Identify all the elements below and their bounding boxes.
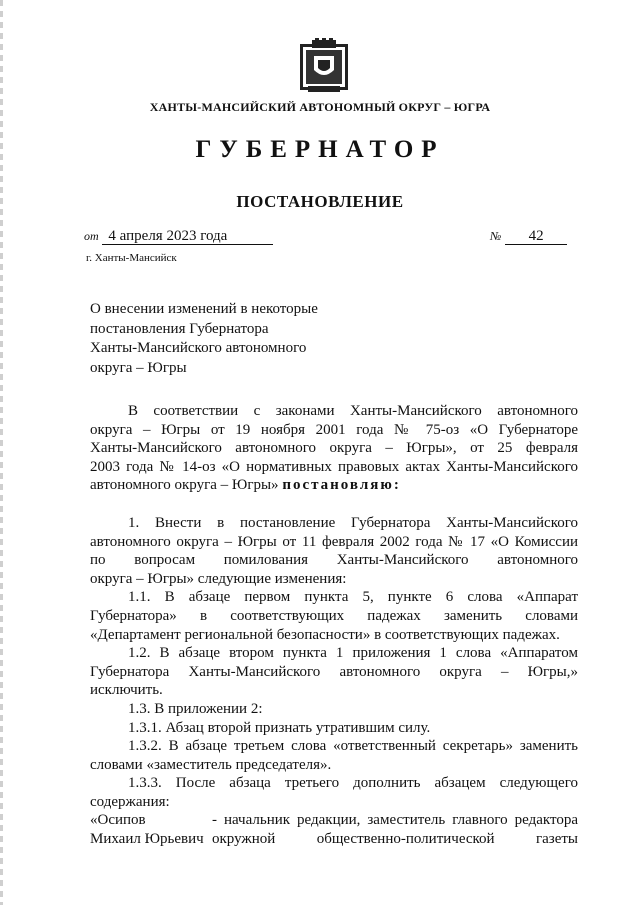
member-row <box>90 811 578 830</box>
clause-1-1-line: Губернатора» в соответствующих падежах заменить словами <box>90 607 578 624</box>
clause-1-3-2-line: словами «заместитель председателя». <box>90 756 332 773</box>
clause-1-line: 1. Внести в постановление Губернатора Ханты-Мансийского <box>128 514 578 531</box>
member-position: - начальник редакции, заместитель главного редактора <box>212 812 578 829</box>
clause-1-3-3-line: 1.3.3. После абзаца третьего дополнить абзацем следующего <box>128 775 578 792</box>
preamble-line: Ханты-Мансийского автономного округа – Югры», от 25 февраля <box>90 440 578 457</box>
member-position: окружной общественно-политической газеты <box>212 831 578 848</box>
number-value: 42 <box>505 228 567 245</box>
document-subject <box>90 300 370 378</box>
clause-1-3-3-line: содержания: <box>90 793 170 810</box>
preamble-line: округа – Югры от 19 ноября 2001 года № 75-оз «О Губернаторе <box>90 421 578 438</box>
clause-1-2-line: Губернатора Ханты-Мансийского автономного округа – Югры,» <box>90 663 578 680</box>
coat-of-arms-icon <box>296 38 352 96</box>
subject-line: постановления Губернатора <box>90 320 269 337</box>
clause-1-1-line: «Департамент региональной безопасности» в соответствующих падежах. <box>90 626 560 643</box>
clause-1-2-line: 1.2. В абзаце втором пункта 1 приложения 1 слова «Аппаратом <box>128 645 578 662</box>
authority-title: ГУБЕРНАТОР <box>195 136 445 163</box>
number-prefix: № <box>490 229 502 243</box>
member-name: Михаил Юрьевич <box>90 831 204 848</box>
preamble-line: В соответствии с законами Ханты-Мансийского автономного <box>128 403 578 419</box>
preamble-line <box>90 476 578 495</box>
region-name: ХАНТЫ-МАНСИЙСКИЙ АВТОНОМНЫЙ ОКРУГ – ЮГРА <box>149 100 491 114</box>
clause-1-line: округа – Югры» следующие изменения: <box>90 570 347 587</box>
city-name: г. Ханты-Мансийск <box>86 252 177 264</box>
subject-line: Ханты-Мансийского автономного <box>90 340 307 356</box>
preamble-line: 2003 года № 14-оз «О нормативных правовых актах Ханты-Мансийского <box>90 458 578 475</box>
date-value: 4 апреля 2023 года <box>102 228 273 245</box>
date-field <box>84 228 273 245</box>
clause-1-1-line: 1.1. В абзаце первом пункта 5, пункте 6 слова «Аппарат <box>128 589 578 606</box>
clause-1-line: автономного округа – Югры от 11 февраля 2002 года № 17 «О Комиссии <box>90 533 578 550</box>
preamble-text: автономного округа – Югры» <box>90 477 279 494</box>
document-body <box>90 402 578 849</box>
clause-1-2-line: исключить. <box>90 682 163 699</box>
date-prefix: от <box>84 229 99 243</box>
clause-1-line: по вопросам помилования Ханты-Мансийского автономного <box>90 552 578 569</box>
resolve-word: постановляю: <box>282 477 401 494</box>
clause-1-3-1: 1.3.1. Абзац второй признать утратившим силу. <box>128 719 431 736</box>
document-type: ПОСТАНОВЛЕНИЕ <box>236 192 404 211</box>
number-field <box>490 228 567 245</box>
member-surname: «Осипов <box>90 812 146 829</box>
subject-line: округа – Югры <box>90 359 187 376</box>
member-row <box>90 830 578 849</box>
clause-1-3: 1.3. В приложении 2: <box>128 700 263 717</box>
clause-1-3-2-line: 1.3.2. В абзаце третьем слова «ответственный секретарь» заменить <box>128 738 578 755</box>
subject-line: О внесении изменений в некоторые <box>90 301 318 317</box>
